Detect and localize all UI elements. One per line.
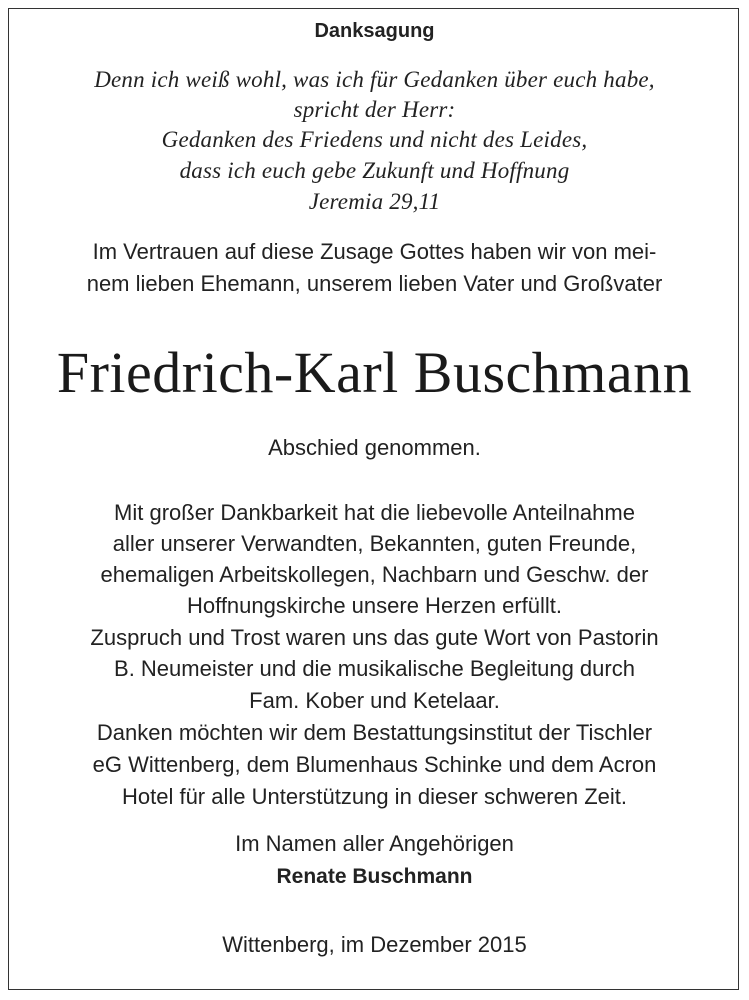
on-behalf-text: Im Namen aller Angehörigen	[235, 831, 514, 856]
thanks-line: Hotel für alle Unterstützung in dieser schweren Zeit.	[121, 784, 627, 809]
thanks-line: Hoffnungskirche unsere Herzen erfüllt.	[186, 593, 562, 618]
place-date: Wittenberg, im Dezember 2015	[222, 932, 527, 957]
thanks-line: aller unserer Verwandten, Bekannten, guten Freunde,	[112, 531, 637, 556]
verse-line: Denn ich weiß wohl, was ich für Gedanken über euch habe,	[94, 67, 655, 92]
farewell-text: Abschied genommen.	[268, 435, 481, 460]
verse-line: dass ich euch gebe Zukunft und Hoffnung	[179, 158, 570, 183]
intro-line: Im Vertrauen auf diese Zusage Gottes haben wir von mei-	[92, 239, 657, 264]
thanks-line: Fam. Kober und Ketelaar.	[249, 688, 500, 713]
thanks-line: B. Neumeister und die musikalische Begleitung durch	[114, 656, 635, 681]
intro-line: nem lieben Ehemann, unserem lieben Vater und Großvater	[86, 271, 663, 296]
verse-reference: Jeremia 29,11	[308, 189, 441, 214]
thanks-line: eG Wittenberg, dem Blumenhaus Schinke und dem Acron	[92, 752, 657, 777]
thanks-line: Zuspruch und Trost waren uns das gute Wort von Pastorin	[90, 625, 659, 650]
verse-line: Gedanken des Friedens und nicht des Leides,	[161, 127, 588, 152]
deceased-name: Friedrich-Karl Buschmann	[56, 340, 693, 405]
thanks-line: Danken möchten wir dem Bestattungsinstitut der Tischler	[96, 720, 653, 745]
signature-name: Renate Buschmann	[276, 865, 473, 888]
notice-heading: Danksagung	[314, 20, 435, 42]
thanks-line: Mit großer Dankbarkeit hat die liebevolle Anteilnahme	[114, 500, 635, 525]
verse-line: spricht der Herr:	[293, 97, 456, 122]
thanks-line: ehemaligen Arbeitskollegen, Nachbarn und Geschw. der	[100, 562, 649, 587]
